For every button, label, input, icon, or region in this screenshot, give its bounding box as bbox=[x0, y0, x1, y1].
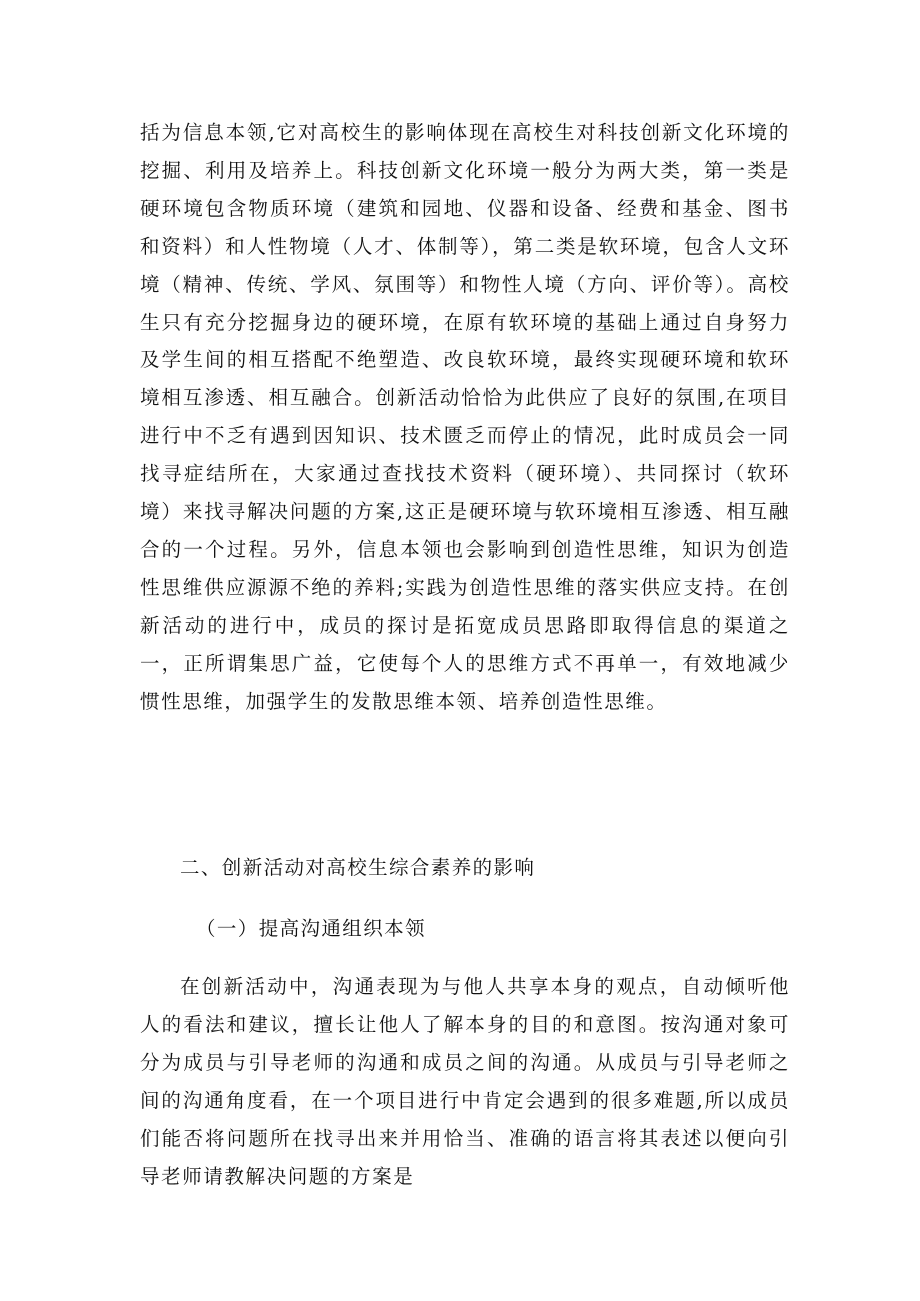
body-paragraph: 在创新活动中，沟通表现为与他人共享本身的观点，自动倾听他人的看法和建议，擅长让他人了解本身的目的和意图。按沟通对象可分为成员与引导老师的沟通和成员之间的沟通。从成员与引导老师之间的沟通角度看，在一个项目进行中肯定会遇到的很多难题,所以成员们能否将问题所在找寻出来并用恰当、准确的语言将其表述以便向引导老师请教解决问题的方案是 bbox=[140, 975, 790, 1188]
body-paragraph: 括为信息本领,它对高校生的影响体现在高校生对科技创新文化环境的挖掘、利用及培养上。科技创新文化环境一般分为两大类，第一类是硬环境包含物质环境（建筑和园地、仪器和设备、经费和基金、图书和资料）和人性物境（人才、体制等），第二类是软环境，包含人文环境（精神、传统、学风、氛围等）和物性人境（方向、评价等）。高校生只有充分挖掘身边的硬环境，在原有软环境的基础上通过自身努力及学生间的相互搭配不绝塑造、改良软环境，最终实现硬环境和软环境相互渗透、相互融合。创新活动恰恰为此供应了良好的氛围,在项目进行中不乏有遇到因知识、技术匮乏而停止的情况，此时成员会一同找寻症结所在，大家通过查找技术资料（硬环境）、共同探讨（软环境）来找寻解决问题的方案,这正是硬环境与软环境相互渗透、相互融合的一个过程。另外，信息本领也会影响到创造性思维，知识为创造性思维供应源源不绝的养料;实践为创造性思维的落实供应支持。在创新活动的进行中，成员的探讨是拓宽成员思路即取得信息的渠道之一，正所谓集思广益，它使每个人的思维方式不再单一，有效地减少惯性思维，加强学生的发散思维本领、培养创造性思维。 bbox=[140, 121, 790, 713]
section-heading: 二、创新活动对高校生综合素养的影响 bbox=[180, 856, 536, 879]
subsection-heading: （一）提高沟通组织本领 bbox=[196, 917, 426, 940]
